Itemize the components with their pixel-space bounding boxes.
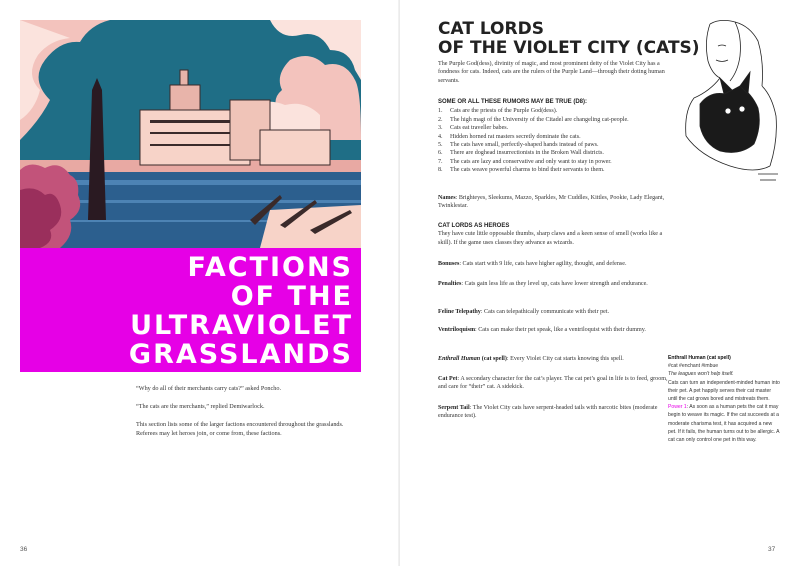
list-item: 4. Hidden horned rat masters secretly dominate the cats. xyxy=(438,133,581,140)
title-line-b: OF THE VIOLET CITY (CATS) xyxy=(438,38,700,58)
ventriloquism-paragraph: Ventriloquism: Cats can make their pet speak, like a ventriloquist with their dummy. xyxy=(438,327,646,333)
sidebar-title: Enthrall Human (cat spell) xyxy=(668,355,731,361)
sidebar-power: Power 1: As soon as a human pets the cat it may begin to weave its magic. If the cat succeeds at a moderate charisma test, it has acquired a new pet. If it fails, the human turns out to be allergic. A cat can only control one pet in this way. xyxy=(668,404,780,444)
page-title xyxy=(438,20,700,58)
title-line-a: CAT LORDS xyxy=(438,19,544,39)
list-item: 2. The high magi of the University of the Citadel are changeling cat-people. xyxy=(438,116,629,123)
rumors-list xyxy=(438,107,672,174)
intro-paragraph: This section lists some of the larger factions encountered throughout the grasslands. Referees may let heroes join, or come from, these factions. xyxy=(136,421,344,437)
intro-text xyxy=(136,384,358,447)
sidebar-description: Cats can turn an independent-minded human into their pet. A pet happily serves their cat master until the cat grows bored and mistreats them. xyxy=(668,379,780,403)
intro-quote-2: “The cats are the merchants,” replied Demiwarlock. xyxy=(136,403,265,410)
enthrall-paragraph: Enthrall Human (cat spell): Every Violet City cat starts knowing this spell. xyxy=(438,356,624,362)
list-item: 6. There are doghead insurrectionists in the Broken Wall districts. xyxy=(438,150,604,157)
heroes-intro: They have cute little opposable thumbs, sharp claws and a keen sense of smell (works like a skill). If the game uses classes they advance as wizards. xyxy=(438,231,663,246)
title-line-2: OF THE xyxy=(230,281,353,312)
cat-and-woman-sketch xyxy=(680,16,784,190)
sidebar-quote: The leagues won’t help itself. xyxy=(668,371,734,378)
intro-quote-1: “Why do all of their merchants carry cats?” asked Poncho. xyxy=(136,385,282,392)
names-paragraph: Names: Brighteyes, Sleekums, Mazzo, Sparkles, Mr Cuddles, Kittles, Pookie, Lady Elegant, Twinklestar. xyxy=(438,195,665,210)
right-page xyxy=(400,0,800,566)
list-item: 3. Cats eat traveller babes. xyxy=(438,125,509,132)
spell-sidebar xyxy=(668,354,780,444)
list-item: 5. The cats have small, perfectly-shaped hands instead of paws. xyxy=(438,142,599,149)
telepathy-paragraph: Feline Telepathy: Cats can telepathically communicate with their pet. xyxy=(438,309,610,315)
intro-paragraph: The Purple God(dess), divinity of magic, and most prominent deity of the Violet City has a fondness for cats. Indeed, cats are the rulers of the Purple Land—through their doting human servants. xyxy=(438,61,665,84)
title-line-1: FACTIONS xyxy=(187,252,353,283)
list-item: 8. The cats weave powerful charms to bind their servants to them. xyxy=(438,167,605,174)
heroes-section xyxy=(438,222,672,247)
title-line-4: GRASSLANDS xyxy=(128,339,353,370)
title-banner xyxy=(20,248,361,372)
page-number-left: 36 xyxy=(20,546,28,553)
penalties-paragraph: Penalties: Cats gain less life as they level up, cats have lower strength and endurance. xyxy=(438,281,648,287)
heroes-heading: CAT LORDS AS HEROES xyxy=(438,223,510,229)
serpent-tail-paragraph: Serpent Tail: The Violet City cats have serpent-headed tails with narcotic bites (moderate endurance test). xyxy=(438,405,658,420)
rumors-heading: SOME OR ALL THESE RUMORS MAY BE TRUE (D8): xyxy=(438,99,588,105)
rumors-section xyxy=(438,98,672,175)
title-line-3: ULTRAVIOLET xyxy=(130,310,353,341)
cat-pet-paragraph: Cat Pet: A secondary character for the cat’s player. The cat pet’s goal in life is to feed, groom, and care for “their” cat. A sidekick. xyxy=(438,376,668,391)
list-item: 1. Cats are the priests of the Purple God(dess). xyxy=(438,108,558,115)
sidebar-tags: #cat #enchant #imbue xyxy=(668,363,719,370)
list-item: 7. The cats are lazy and conservative and only want to stay in power. xyxy=(438,158,612,165)
hero-illustration xyxy=(20,20,361,248)
page-number-right: 37 xyxy=(768,546,776,553)
bonuses-paragraph: Bonuses: Cats start with 9 life, cats have higher agility, thought, and defense. xyxy=(438,261,627,267)
city-skyline-illustration xyxy=(20,20,361,248)
